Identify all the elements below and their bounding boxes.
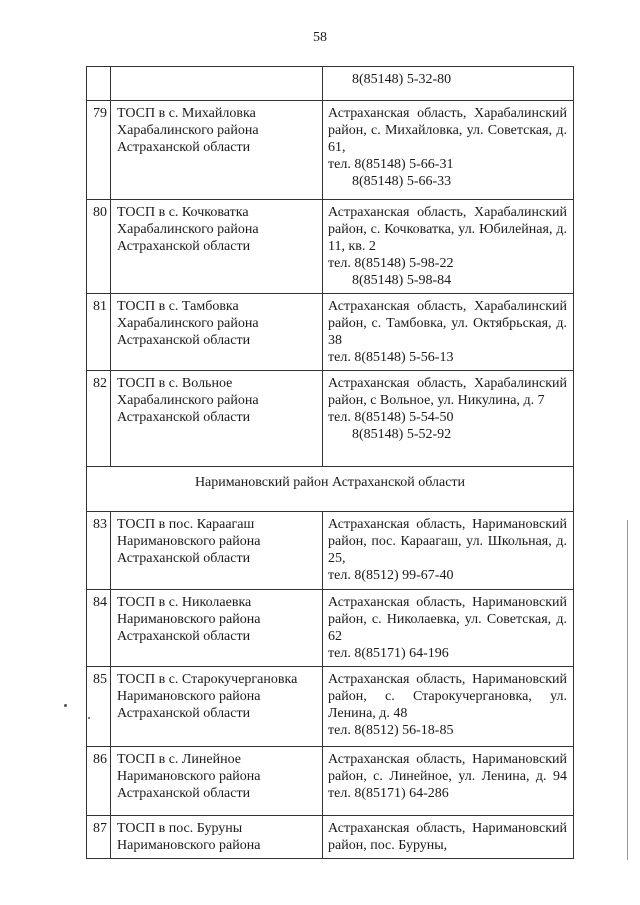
address-text: Астраханская область, Харабалинский район, с. Кочковатка, ул. Юбилейная, д. 11, кв. 2 <box>328 205 567 254</box>
address-text: Астраханская область, Наримановский район, с. Линейное, ул. Ленина, д. 94 тел. 8(85171) 64-286 <box>328 752 567 801</box>
phone-line: тел. 8(85148) 5-98-22 <box>328 256 454 271</box>
phone-line: тел. 8(85171) 64-196 <box>328 646 449 661</box>
org-name-line: ТОСП в пос. Караагаш <box>117 517 255 532</box>
phone-line: тел. 8(85148) 5-56-13 <box>328 350 454 365</box>
table-row <box>87 371 573 467</box>
org-name-line: Наримановского района <box>117 838 261 853</box>
org-name <box>111 512 323 589</box>
table-body-narimanov <box>87 512 573 859</box>
org-name <box>111 67 323 100</box>
org-name <box>111 747 323 815</box>
org-name <box>111 816 323 858</box>
org-address <box>323 101 573 199</box>
org-name-line: Наримановского района <box>117 769 261 784</box>
org-name <box>111 590 323 666</box>
org-address <box>323 667 573 746</box>
org-name <box>111 294 323 370</box>
phone-line: тел. 8(85148) 5-66-31 <box>328 157 454 172</box>
phone-line: 8(85148) 5-66-33 <box>352 174 452 189</box>
org-address <box>323 816 573 858</box>
table-row <box>87 512 573 590</box>
org-address <box>323 294 573 370</box>
org-name <box>111 371 323 466</box>
row-number: 82 <box>87 371 111 466</box>
org-name <box>111 667 323 746</box>
table-row <box>87 590 573 667</box>
org-name-line: ТОСП в с. Линейное <box>117 752 241 767</box>
address-text: Астраханская область, Харабалинский район, с. Тамбовка, ул. Октябрьская, д. 38 <box>328 299 567 348</box>
phone-line: 8(85148) 5-52-92 <box>352 427 452 442</box>
org-address <box>323 512 573 589</box>
table-row <box>87 200 573 294</box>
org-name-line: Харабалинского района <box>117 222 259 237</box>
org-name-line: Харабалинского района <box>117 393 259 408</box>
org-name-line: ТОСП в с. Вольное <box>117 376 233 391</box>
row-number: 84 <box>87 590 111 666</box>
row-number: 81 <box>87 294 111 370</box>
row-number: 85 <box>87 667 111 746</box>
table-row <box>87 667 573 747</box>
row-number <box>87 67 111 100</box>
phone-line: тел. 8(85148) 5-54-50 <box>328 410 454 425</box>
table-row <box>87 747 573 816</box>
org-address <box>323 747 573 815</box>
row-number: 86 <box>87 747 111 815</box>
address-text: Астраханская область, Харабалинский район, с. Михайловка, ул. Советская, д. 61, <box>328 106 567 155</box>
org-address <box>323 371 573 466</box>
org-name-line: Астраханской области <box>117 706 251 721</box>
org-name-line: Астраханской области <box>117 629 251 644</box>
org-address <box>323 200 573 293</box>
scan-speck <box>64 704 67 707</box>
section-heading: Наримановский район Астраханской области <box>87 467 573 512</box>
org-name-line: ТОСП в с. Михайловка <box>117 106 256 121</box>
org-name-line: Астраханской области <box>117 410 251 425</box>
table-row <box>87 101 573 200</box>
phone-line: тел. 8(8512) 56-18-85 <box>328 723 454 738</box>
table-row <box>87 816 573 859</box>
org-name-line: Астраханской области <box>117 239 251 254</box>
address-text: Астраханская область, Наримановский район, пос. Буруны, <box>328 821 567 853</box>
scan-speck <box>88 717 90 719</box>
phone-line: тел. 8(8512) 99-67-40 <box>328 568 454 583</box>
org-name-line: Астраханской области <box>117 140 251 155</box>
org-name-line: Астраханской области <box>117 333 251 348</box>
scan-edge-mark <box>627 520 628 860</box>
org-name-line: Астраханской области <box>117 551 251 566</box>
org-name-line: ТОСП в пос. Буруны <box>117 821 243 836</box>
org-name-line: Харабалинского района <box>117 123 259 138</box>
organizations-table <box>86 66 574 859</box>
row-number: 79 <box>87 101 111 199</box>
org-name-line: Харабалинского района <box>117 316 259 331</box>
table-body-harabali <box>87 101 573 467</box>
org-name-line: ТОСП в с. Кочковатка <box>117 205 249 220</box>
phone-line: 8(85148) 5-32-80 <box>352 72 452 87</box>
row-number: 83 <box>87 512 111 589</box>
address-text: Астраханская область, Наримановский район, пос. Караагаш, ул. Школьная, д. 25, <box>328 517 567 566</box>
table-row <box>87 294 573 371</box>
org-name-line: ТОСП в с. Тамбовка <box>117 299 239 314</box>
org-name-line: Наримановского района <box>117 612 261 627</box>
page-number: 58 <box>313 30 327 45</box>
row-number: 87 <box>87 816 111 858</box>
org-name <box>111 101 323 199</box>
org-name-line: Наримановского района <box>117 534 261 549</box>
address-text: Астраханская область, Харабалинский район, с Вольное, ул. Никулина, д. 7 <box>328 376 567 408</box>
org-name-line: Наримановского района <box>117 689 261 704</box>
org-address <box>323 590 573 666</box>
address-text: Астраханская область, Наримановский район, с. Николаевка, ул. Советская, д. 62 <box>328 595 567 644</box>
table-row <box>87 67 573 101</box>
org-name-line: ТОСП в с. Николаевка <box>117 595 252 610</box>
org-address <box>323 67 573 100</box>
phone-line: 8(85148) 5-98-84 <box>352 273 452 288</box>
address-text: Астраханская область, Наримановский район, с. Старокучергановка, ул. Ленина, д. 48 <box>328 672 567 721</box>
org-name-line: Астраханской области <box>117 786 251 801</box>
row-number: 80 <box>87 200 111 293</box>
org-name <box>111 200 323 293</box>
org-name-line: ТОСП в с. Старокучергановка <box>117 672 298 687</box>
